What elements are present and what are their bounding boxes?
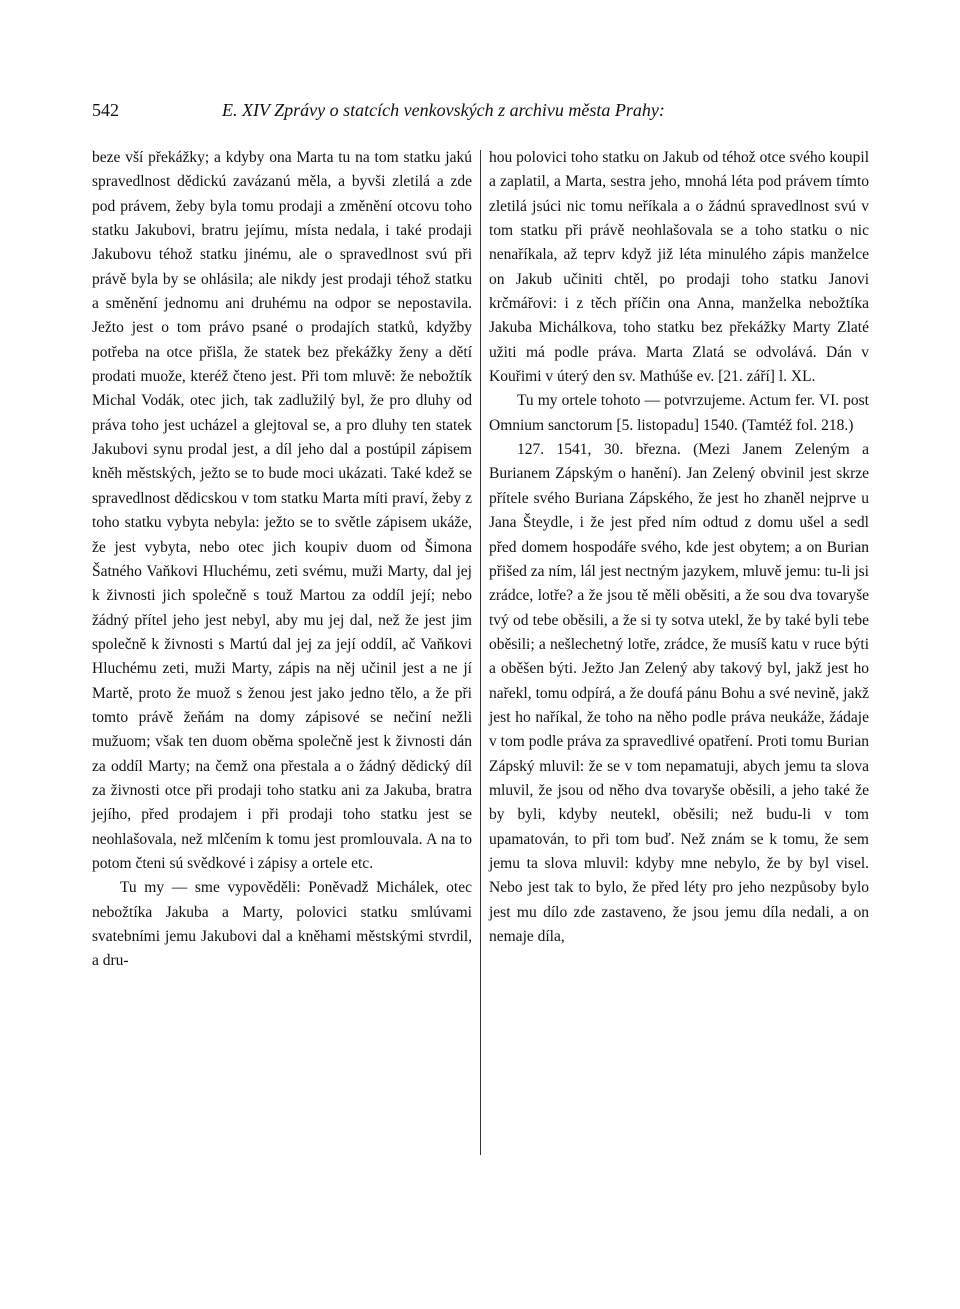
- page-number: 542: [92, 100, 119, 120]
- left-paragraph-2: Tu my — sme vypověděli: Poněvadž Michálek, otec nebožtíka Jakuba a Marty, polovici statku smlúvami svatebními jemu Jakubovi dal a kněhami městskými stvrdil, a dru-: [92, 879, 472, 970]
- column-divider: [480, 150, 481, 1155]
- left-column: [92, 146, 472, 1156]
- right-column: [489, 146, 869, 1156]
- right-paragraph-3: 127. 1541, 30. března. (Mezi Janem Zeleným a Burianem Zápským o hanění). Jan Zelený obvinil jest skrze přítele svého Buriana Zápského, že jest ho zhaněl nejprve u Jana Šteydle, i že jest před ním odtud z domu ušel a sedl před domem hospodáře svého, kde jest obytem; a on Burian přišed za ním, lál jest nectným jazykem, mluvě jemu: tu-li jsi zrádce, lotře? a že jsou tě měli oběsiti, a že sou dva tovaryše tvý od tebe oběsili, a že si ty sotva utekl, že by také byli tebe oběsili; a nešlechetný lotře, zrádce, že musíš katu v ruce býti a oběšen býti. Ježto Jan Zelený aby takový byl, jakž jest ho nařekl, tomu odpírá, a že doufá pánu Bohu a své nevině, jakž jest ho naříkal, že toho na něho podle práva neukáže, žádaje v tom podle práva za spravedlivé opatření. Proti tomu Burian Zápský mluvil: že se v tom nepamatuji, abych jemu ta slova mluvil, že jsou od něho dva tovaryše oběsili, a jeho také že by byli, kdyby neutekl, oběsili; než budu-li v tom upamatován, to při tom buď. Než znám se k tomu, že sem jemu ta slova mluvil: kdyby mne nebylo, že by byl visel. Nebo jest tak to bylo, že před léty pro jeho nezpůsoby bylo jest mu dílo zde zastaveno, že jsou jemu díla nedali, a on nemaje díla,: [489, 441, 869, 945]
- right-paragraph-1: hou polovici toho statku on Jakub od téhož otce svého koupil a zaplatil, a Marta, sestra jeho, mnohá léta pod právem tímto zletilá jsúci nic tomu neříkala a o žádnú spravedlnost svú v tom statku při právě neohlašovala se a toho statku o nic nenaříkala, až teprv když již léta minulého zápis manželce on Jakub učiniti chtěl, po prodaji toho statku Janovi krčmářovi: i z těch příčin ona Anna, manželka nebožtíka Jakuba Michálkova, toho statku bez překážky Marty Zlaté užiti má podle práva. Marta Zlatá se odvolává. Dán v Kouřimi v úterý den sv. Mathúše ev. [21. září] l. XL.: [489, 149, 869, 386]
- running-title: E. XIV Zprávy o statcích venkovských z archivu města Prahy:: [222, 100, 665, 120]
- right-paragraph-2: Tu my ortele tohoto — potvrzujeme. Actum fer. VI. post Omnium sanctorum [5. listopadu] 1540. (Tamtéž fol. 218.): [489, 392, 869, 434]
- left-paragraph-1: beze vší překážky; a kdyby ona Marta tu na tom statku jakú spravedlnost dědickú zavázanú měla, a byvši zletilá a zde pod právem, žeby byla tomu prodaji a změnění otcovu toho statku Jakubovi, bratru jejímu, místa nedala, i také prodaji Jakubovu téhož statku jinému, ale o spravedlnost svú při právě byla by se ohlásila; ale nikdy jest prodaji téhož statku a směnění jednomu ani druhému na odpor se nepostavila. Ježto jest o tom právo psané o prodajích statků, kdyžby potřeba na otce přišla, že statek bez překážky ženy a dětí prodati muože, kteréž čteno jest. Při tom mluvě: že nebožtík Michal Vodák, otec jich, tak zadlužilý byl, že pro dluhy od práva toho jest ucházel a glejtoval se, a pro dluhy ten statek Jakubovi synu prodal jest, a díl jeho dal a postúpil zápisem kněh městských, ježto se to bude moci ukázati. Také kdež se spravedlnost dědicskou v tom statku Marta míti praví, žeby z toho statku vybyta nebyla: ježto se to světle zápisem ukáže, že jest vybyta, nebo otec jich koupiv duom od Šimona Šatného Vaňkovi Hluchému, zeti svému, muži Marty, dal jej k živnosti jich společně s touž Martou za oddíl její; nebo žádný přítel jeho jest nebyl, aby mu jej dal, než že jest jim společně k živnosti s Martú dal jej za její oddíl, ač Vaňkovi Hluchému zeti, muži Marty, zápis na něj učinil jest a ne jí Martě, proto že muož s ženou jest jako jedno tělo, a že při tomto právě žeňám na domy zápisové se nečiní nežli mužuom; však ten duom oběma společně jest k živnosti dán za oddíl Marty; na čemž ona přestala a o žádný dědický díl za živnosti otce při prodaji toho statku ani za Jakuba, bratra jejího, před prodajem i při prodaji toho statku jest se neohlašovala, než mlčením k tomu jest promlouvala. A na to potom čteni sú svědkové i zápisy a ortele etc.: [92, 149, 472, 872]
- page-header: [92, 100, 872, 126]
